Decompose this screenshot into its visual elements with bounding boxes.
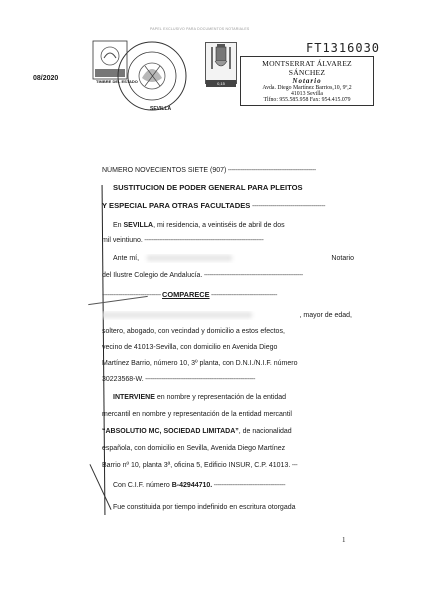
comparece-heading: -------------------------------- COMPARECE ------------------------------------	[102, 290, 277, 299]
stamp-value: 0,15	[206, 80, 236, 87]
notary-name: MONTSERRAT ÁLVAREZ SÁNCHEZ	[262, 59, 352, 77]
paragraph-place-date-cont: mil veintiuno. -----------------------------------------------------------------	[102, 237, 264, 244]
paragraph-appearing-3: vecino de 41013-Sevilla, con domicilio en Avenida Diego	[102, 344, 278, 351]
stamp-label: TIMBRE DEL ESTADO	[96, 79, 138, 84]
page-number: 1	[342, 536, 346, 544]
paragraph-interviene-3: “ABSOLUTIO MC, SOCIEDAD LIMITADA”, de nacionalidad	[102, 428, 292, 435]
paragraph-appearing: , mayor de edad,	[102, 311, 352, 320]
paragraph-appearing-4: Martínez Barrio, número 10, 3º planta, con D.N.I./N.I.F. número	[102, 360, 298, 367]
document-title-line-2: Y ESPECIAL PARA OTRAS FACULTADES ------------------------------------	[102, 201, 326, 210]
seal-city: SEVILLA	[150, 106, 172, 112]
paragraph-interviene-2: mercantil en nombre y representación de la entidad mercantil	[102, 411, 292, 418]
paragraph-appearing-2: soltero, abogado, con vecindad y domicilio a estos efectos,	[102, 328, 285, 335]
paragraph-interviene-5: Barrio nº 10, planta 3ª, oficina 5, Edificio INSUR, C.P. 41013. ---	[102, 462, 298, 469]
paper-watermark-text: PAPEL EXCLUSIVO PARA DOCUMENTOS NOTARIALES	[150, 27, 250, 31]
notary-role: Notario	[292, 77, 322, 85]
document-title-line-1: SUSTITUCION DE PODER GENERAL PARA PLEITOS	[113, 183, 303, 192]
paragraph-appearing-5: 30223568-W. ------------------------------------------------------------	[102, 376, 255, 383]
paragraph-cif: Con C.I.F. número B-42944710. ---------------------------------------	[113, 482, 286, 489]
paragraph-interviene-4: española, con domicilio en Sevilla, Avenida Diego Martínez	[102, 445, 286, 452]
paragraph-place-date: En SEVILLA, mi residencia, a veintiséis de abril de dos	[113, 222, 285, 229]
document-code: FT1316030	[306, 41, 381, 55]
margin-curve	[89, 464, 111, 510]
notary-seal-icon	[90, 36, 205, 114]
notary-phones: Tlfno: 955.585.958 Fax: 954.415.079	[263, 97, 351, 103]
paragraph-notary-cont: del Ilustre Colegio de Andalucía. ------------------------------------------------------	[102, 272, 303, 279]
paragraph-interviene: INTERVIENE en nombre y representación de la entidad	[113, 394, 287, 401]
notary-city: 41013 Sevilla	[290, 91, 324, 97]
coat-of-arms-icon	[206, 43, 236, 75]
document-number-line: NÚMERO NOVECIENTOS SIETE (907) ------------------------------------------------	[102, 167, 316, 174]
redacted-notary-name	[147, 255, 232, 261]
paragraph-notary: Ante mí, Notario	[113, 255, 354, 262]
notary-address: Avda. Diego Martínez Barrios,10, 9º,2	[262, 85, 352, 91]
paragraph-constitution: Fue constituida por tiempo indefinido en escritura otorgada	[113, 504, 296, 511]
redacted-appearing-name	[102, 312, 252, 318]
notary-info-box	[240, 56, 374, 106]
tax-stamp	[205, 42, 237, 84]
reference-number: 08/2020	[33, 75, 59, 82]
